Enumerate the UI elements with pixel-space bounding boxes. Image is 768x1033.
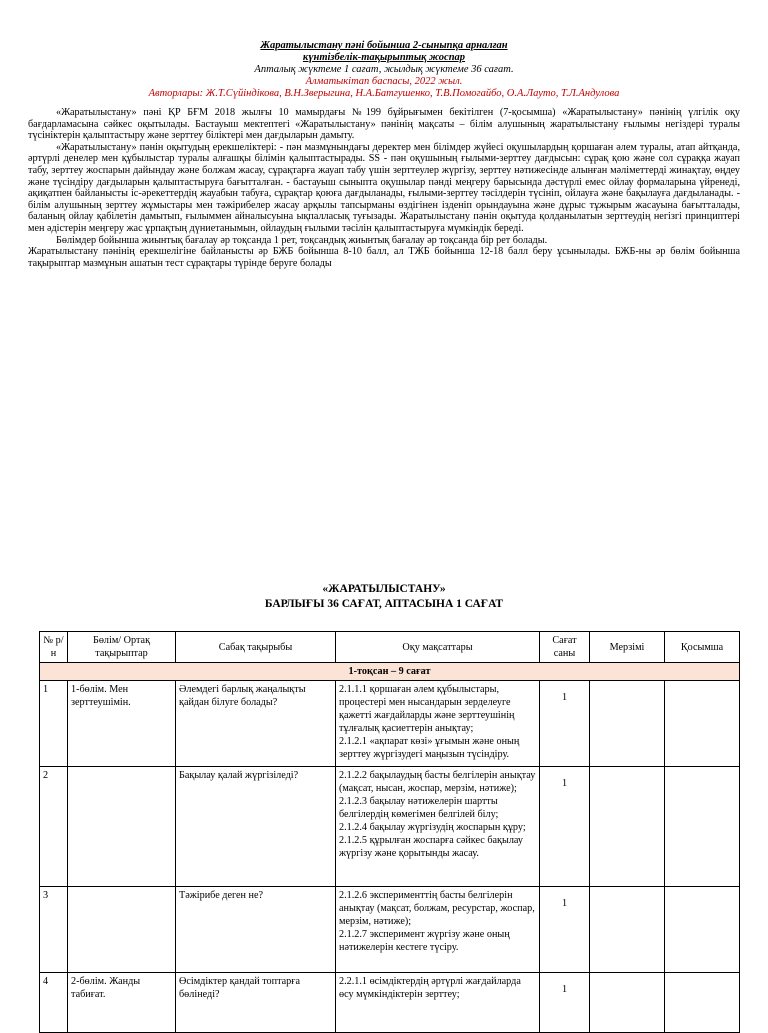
quarter-label: 1-тоқсан – 9 сағат <box>40 663 740 681</box>
row-extra <box>665 681 740 767</box>
header-cell-hours: Сағат саны <box>540 632 590 663</box>
row-hours <box>540 681 590 767</box>
intro-paragraph-3: Бөлімдер бойынша жиынтық бағалау әр тоқсанда 1 рет, тоқсандық жиынтық бағалау әр тоқсанда бір рет болады. <box>56 234 548 246</box>
table-row <box>40 887 740 973</box>
plan-title-line-2: БАРЛЫҒЫ 36 САҒАТ, АПТАСЫНА 1 САҒАТ <box>264 598 504 610</box>
intro-paragraph-1: «Жаратылыстану» пәні ҚР БҒМ 2018 жылғы 10 мамырдағы №199 бұйрығымен бекітілген (7-қосымша) «Жаратылыстану» пәнінің үлгілік оқу бағдарламасына сәйкес оқытылады. Бастауыш мектептегі «Жаратылыстану» пәнінің мақсаты – білім алушының жаратылыстану ғылымы негіздері туралы түсініктерін қалыптастыру және зерттеу біліктері мен дағдыларын дамыту. <box>28 107 740 142</box>
goal-line: 2.1.2.3 бақылау нәтижелерін шартты белгілердің көмегімен белгілей білу; <box>339 796 499 820</box>
intro-paragraph-2: «Жаратылыстану» пәнін оқытудың ерекшеліктері: - пән мазмұнындағы деректер мен білімдер жүйесі оқушылардың қоршаған әлем туралы, атап айтқанда, әртүрлі денелер мен құбылыстар туралы алғашқы білімін қалыптастырады. SS - пән оқушының ғылыми-зерттеу дағдысын: сұрақ қою және сол сұраққа жауап табу, зерттеу жоспарын дайындау және болжам жасау, сұрақтарға жауап табу үшін зерттеулер жүргізу, зерттеу нәтижесінде алынған мәліметтерді жинақтау, өңдеу және түсіндіру дағдыларын қалыптастыруға бағытталған. - бастауыш сыныпта оқушылар пәнді меңгеру барысында дәстүрлі емес ойлау формаларына үйренеді, ақиқатпен байланысты іс-әрекеттердің жауабын табуға, сұрақтар қоюға дағдыланады, ғылыми-зерттеу тәсілдерін түсініп, ойлауға және бақылауға дағдыланады. - білім алушының зерттеу жұмыстары мен тәжірибелер жасау арқылы тапсырманы өздігінен ізденіп орындауына және дұрыс тұжырым жасауына бағытталады, баланың ойлау қабілетін дамытып, ғылыммен айналысуына ықпалласық туғызады. Жаратылыстану пәнін оқытуда қолданылатын зерттеудің негізгі принциптері мен әдістерін меңгеру жас ұрпақтың дүниетанымын, ойлаудың ғылыми тәсілін қалыптастыруға мүмкіндік береді. <box>28 141 740 234</box>
row-goals <box>336 767 540 887</box>
goal-line: 2.1.1.1 қоршаған әлем құбылыстары, процестері мен нысандарын зерделеуге қажетті жағдайларды және зерттеушінің тұлғалық қасиеттерін анықтау; <box>339 684 515 734</box>
header-cell-date: Мерзімі <box>590 632 665 663</box>
header-cell-extra: Қосымша <box>665 632 740 663</box>
row-date <box>590 887 665 973</box>
plan-table <box>39 631 740 1033</box>
row-section <box>68 767 176 887</box>
goal-line: 2.1.2.4 бақылау жүргізудің жоспарын құру; <box>339 822 526 833</box>
row-topic: Бақылау қалай жүргізіледі? <box>176 767 336 887</box>
document-header <box>0 40 768 100</box>
header-cell-section: Бөлім/ Ортақ тақырыптар <box>68 632 176 663</box>
header-cell-topic: Сабақ тақырыбы <box>176 632 336 663</box>
quarter-row <box>40 663 740 681</box>
row-date <box>590 767 665 887</box>
intro-text <box>28 107 740 269</box>
hours-value: 1 <box>561 692 568 703</box>
header-authors: Авторлары: Ж.Т.Сүйіндікова, В.Н.Зверыгина, Н.А.Батгушенко, Т.В.Помогайбо, О.А.Лауто, Т.Л.Андулова <box>148 88 620 99</box>
table-header-row <box>40 632 740 663</box>
row-date <box>590 681 665 767</box>
row-goals <box>336 681 540 767</box>
header-publisher: Алматыкітап баспасы, 2022 жыл. <box>305 76 463 87</box>
goal-line: 2.1.2.6 эксперименттің басты белгілерін анықтау (мақсат, болжам, ресурстар, жоспар, мерзім, нәтиже); <box>339 890 535 927</box>
row-number: 2 <box>40 767 68 887</box>
row-extra <box>665 767 740 887</box>
row-number: 3 <box>40 887 68 973</box>
row-section <box>68 887 176 973</box>
header-load: Апталық жүктеме 1 сағат, жылдық жүктеме 36 сағат. <box>254 64 514 75</box>
table-row <box>40 681 740 767</box>
plan-title-line-1: «ЖАРАТЫЛЫСТАНУ» <box>322 583 446 595</box>
row-number: 1 <box>40 681 68 767</box>
goal-line: 2.1.2.2 бақылаудың басты белгілерін анықтау (мақсат, нысан, жоспар, мерзім, нәтиже); <box>339 770 536 794</box>
goal-line: 2.2.1.1 өсімдіктердің әртүрлі жағдайларда өсу мүмкіндіктерін зерттеу; <box>339 976 521 1000</box>
header-cell-goals: Оқу мақсаттары <box>336 632 540 663</box>
hours-value: 1 <box>561 984 568 995</box>
hours-value: 1 <box>561 898 568 909</box>
hours-value: 1 <box>561 778 568 789</box>
row-goals <box>336 887 540 973</box>
plan-title <box>0 582 768 612</box>
header-cell-num: № р/н <box>40 632 68 663</box>
goal-line: 2.1.2.7 эксперимент жүргізу және оның нәтижелерін кестеге түсіру. <box>339 929 510 953</box>
header-title-line-2: күнтізбелік-тақырыптық жоспар <box>302 52 466 63</box>
row-topic: Әлемдегі барлық жаңалықты қайдан білуге болады? <box>176 681 336 767</box>
goal-line: 2.1.2.5 құрылған жоспарға сәйкес бақылау жүргізу және қорытынды жасау. <box>339 835 524 859</box>
row-number: 4 <box>40 973 68 1033</box>
goal-line: 2.1.2.1 «ақпарат көзі» ұғымын және оның зерттеу жүргізудегі маңызын түсіндіру. <box>339 736 520 760</box>
header-title-line-1: Жаратылыстану пәні бойынша 2-сыныпқа арналған <box>260 40 508 51</box>
intro-paragraph-4: Жаратылыстану пәнінің ерекшелігіне байланысты әр БЖБ бойынша 8-10 балл, ал ТЖБ бойынша 12-18 балл беру ұсынылады. БЖБ-ны әр бөлім бойынша тақырыптар мазмұнын ашатын тест сұрақтары түрінде беруге болады <box>28 246 740 269</box>
row-hours <box>540 767 590 887</box>
row-hours <box>540 887 590 973</box>
row-section: 2-бөлім. Жанды табиғат. <box>68 973 176 1033</box>
row-section: 1-бөлім. Мен зерттеушімін. <box>68 681 176 767</box>
row-topic: Тәжірибе деген не? <box>176 887 336 973</box>
row-extra <box>665 887 740 973</box>
table-row <box>40 767 740 887</box>
row-topic: Өсімдіктер қандай топтарға бөлінеді? <box>176 973 336 1033</box>
